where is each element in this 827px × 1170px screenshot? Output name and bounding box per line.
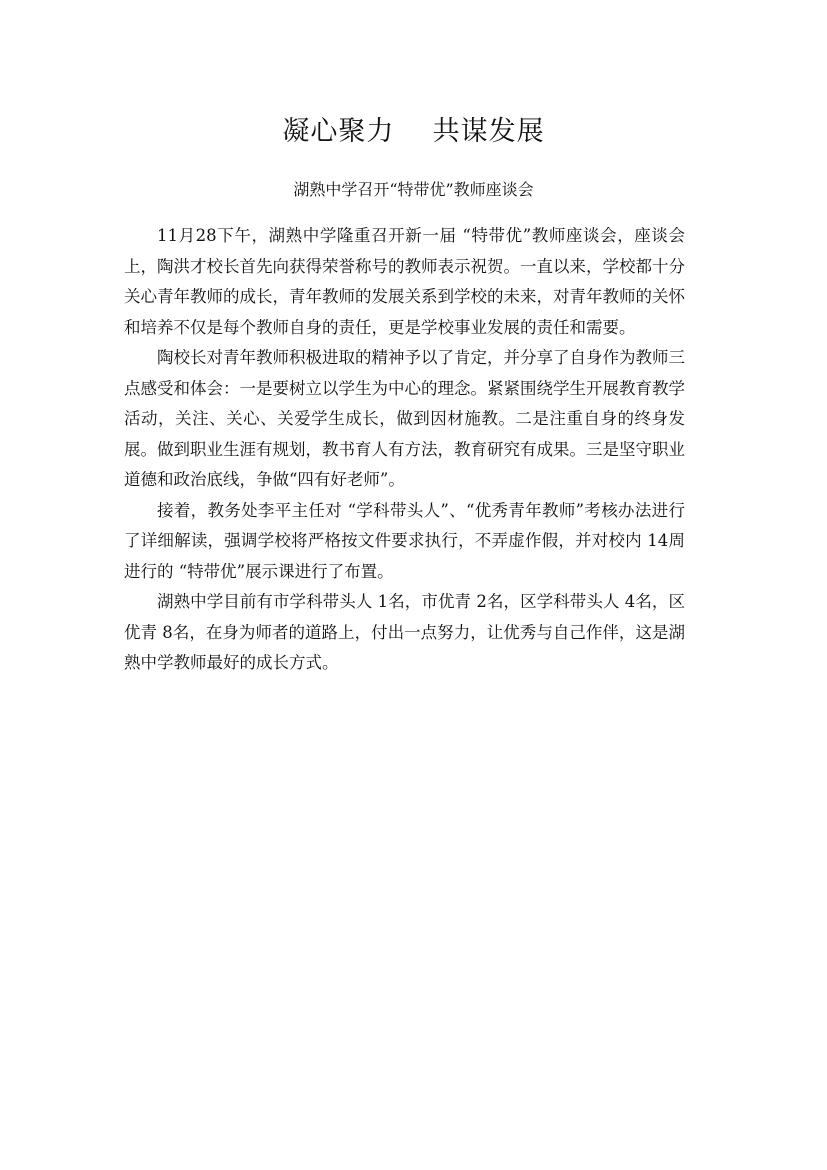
paragraph-3: 接着，教务处李平主任对 “学科带头人”、“优秀青年教师”考核办法进行了详细解读，强调学校将严格按文件要求执行，不弄虚作假，并对校内 14周进行的 “特带优”展示课进行了布置。 [124,500,685,581]
paragraph-1: 11月28下午，湖熟中学隆重召开新一届 “特带优”教师座谈会，座谈会上，陶洪才校长首先向获得荣誉称号的教师表示祝贺。一直以来，学校都十分关心青年教师的成长，青年教师的发展关系到学校的未来，对青年教师的关怀和培养不仅是每个教师自身的责任，更是学校事业发展的责任和需要。 [124,226,685,337]
document-subtitle: 湖熟中学召开“特带优”教师座谈会 [293,180,534,199]
document-title: 凝心聚力 共谋发展 [282,116,545,147]
paragraph-4: 湖熟中学目前有市学科带头人 1名，市优青 2名，区学科带头人 4名，区优青 8名，在身为师者的道路上，付出一点努力，让优秀与自己作伴，这是湖熟中学教师最好的成长方式。 [124,592,685,672]
document-body [124,221,685,679]
paragraph-2: 陶校长对青年教师积极进取的精神予以了肯定，并分享了自身作为教师三点感受和体会：一是要树立以学生为中心的理念。紧紧围绕学生开展教育教学活动，关注、关心、关爱学生成长，做到因材施教。二是注重自身的终身发展。做到职业生涯有规划，教书育人有方法，教育研究有成果。三是坚守职业道德和政治底线，争做“四有好老师”。 [124,348,685,489]
